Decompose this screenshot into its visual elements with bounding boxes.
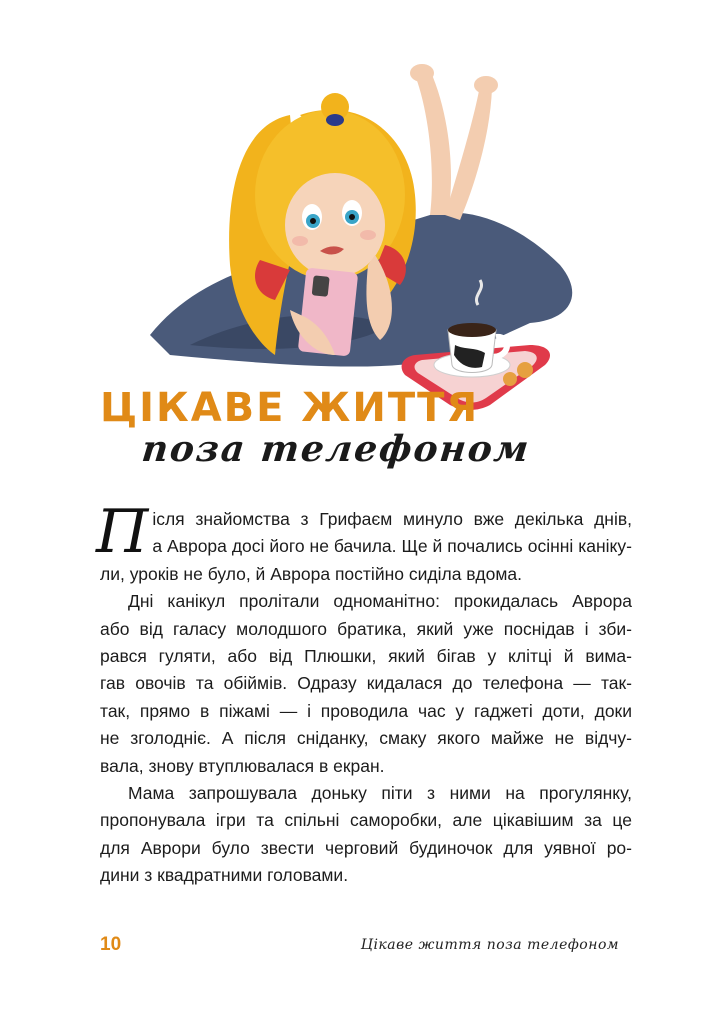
page-number: 10 <box>100 934 122 955</box>
text-line: ісля знайомства з Грифаєм минуло вже декілька днів, <box>152 509 632 529</box>
text-line: для Аврори було звести черговий будиночок для уявної ро- <box>100 837 632 858</box>
text-line: ли, уроків не було, й Аврора постійно сиділа вдома. <box>100 563 522 584</box>
text-line: так, прямо в піжамі — і проводила час у гаджеті доти, доки <box>100 700 632 721</box>
drop-cap: П <box>96 497 149 567</box>
text-line: а Аврора досі його не бачила. Ще й почались осінні каніку- <box>152 536 632 557</box>
body-text <box>96 497 632 890</box>
chapter-subtitle: поза телефоном <box>139 428 533 470</box>
chapter-title: ЦІКАВЕ ЖИТТЯ <box>100 385 480 431</box>
text-line: вала, знову втуплювалася в екран. <box>100 755 385 776</box>
text-line: дини з квадратними головами. <box>100 865 349 886</box>
text-line: рався гуляти, або від Плюшки, який бігав у клітці й вима- <box>100 646 632 667</box>
text-line: гав овочів та обіймів. Одразу кидалася до телефона — так- <box>100 673 632 694</box>
girl-with-phone-illustration <box>130 55 590 415</box>
text-line: не зголодніє. А після сніданку, смаку якого майже не відчу- <box>100 728 632 749</box>
running-header: Цікаве життя поза телефоном <box>360 937 619 953</box>
text-line: або від галасу молодшого братика, який уже поснідав і зби- <box>100 618 632 639</box>
text-line: Дні канікул пролітали одноманітно: прокидалась Аврора <box>128 591 632 612</box>
text-line: пропонувала ігри та спільні саморобки, але цікавішим за це <box>100 810 632 831</box>
text-line: Мама запрошувала доньку піти з ними на прогулянку, <box>128 783 632 804</box>
